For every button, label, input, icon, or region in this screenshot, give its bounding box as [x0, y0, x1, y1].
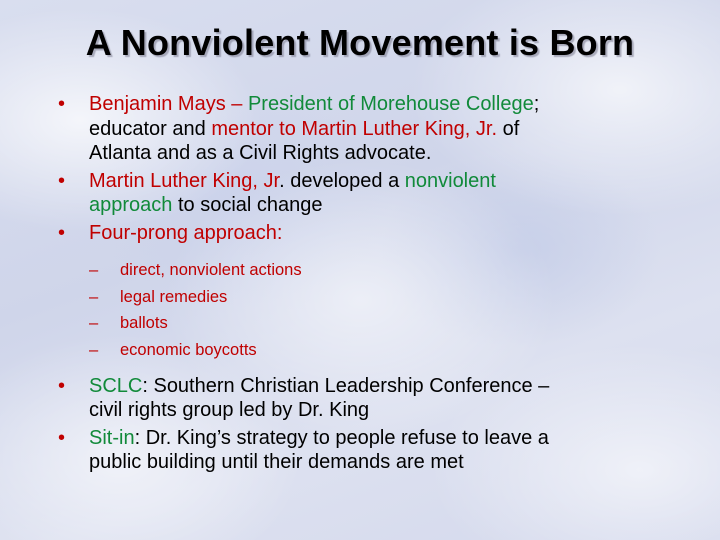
text-span: Benjamin Mays: [89, 93, 226, 115]
bullet-marker: •: [58, 221, 66, 244]
bullet-line: [89, 169, 698, 194]
text-span: to social change: [172, 194, 323, 216]
dash-marker: –: [89, 261, 99, 279]
sub-item-text: ballots: [120, 314, 168, 333]
bullet-line: [89, 374, 698, 399]
sub-item: [89, 257, 698, 284]
text-span: : Southern Christian Leadership Conference –: [142, 374, 550, 397]
dash-marker: –: [89, 287, 99, 306]
bullet-line: [89, 398, 698, 423]
bullet-marker: •: [58, 426, 66, 449]
slide-title: A Nonviolent Movement is Born: [85, 22, 635, 63]
text-span: President of Morehouse College: [247, 93, 534, 115]
text-span: public building until their demands are met: [89, 451, 464, 474]
text-span: Sit-in: [89, 426, 135, 449]
bullet-line: [89, 92, 698, 117]
sub-list: [58, 257, 698, 364]
text-span: mentor to Martin Luther King, Jr.: [211, 117, 498, 140]
slide-content: [58, 92, 698, 478]
dash-marker: –: [89, 341, 99, 360]
bullet-line: Four-prong approach:: [89, 221, 283, 244]
text-span: approach: [89, 194, 173, 216]
sub-item-text: legal remedies: [120, 287, 228, 306]
dash-marker: –: [89, 314, 99, 333]
text-span: Atlanta and as a Civil Rights advocate.: [89, 142, 432, 164]
bullet-line: [89, 117, 698, 142]
text-span: –: [225, 93, 248, 115]
bullet-line: [89, 450, 698, 475]
text-span: civil rights group led by Dr. King: [89, 399, 370, 422]
bullet-sclc: [58, 374, 698, 423]
bullet-four-prong: [58, 221, 698, 246]
text-span: nonviolent: [404, 169, 496, 192]
sub-item-text: direct, nonviolent actions: [120, 261, 302, 279]
text-span: : Dr. King’s strategy to people refuse to leave a: [134, 426, 549, 449]
bullet-line: [89, 141, 698, 166]
bullet-marker: •: [58, 169, 66, 192]
bullet-line: [89, 193, 698, 218]
text-span: educator and: [89, 117, 212, 140]
bullet-sit-in: [58, 426, 698, 475]
sub-item: [89, 284, 698, 311]
text-span: of: [497, 117, 520, 140]
text-span: SCLC: [89, 374, 143, 397]
sub-item: [89, 310, 698, 337]
sub-item-text: economic boycotts: [120, 341, 257, 360]
bullet-line: [89, 426, 698, 451]
bullet-marker: •: [58, 374, 66, 397]
text-span: . developed a: [279, 169, 405, 192]
text-span: ;: [533, 93, 540, 115]
sub-item: [89, 337, 698, 364]
bullet-benjamin-mays: [58, 92, 698, 166]
text-span: Martin Luther King, Jr: [89, 169, 280, 192]
bullet-mlk-approach: [58, 169, 698, 218]
bullet-marker: •: [58, 93, 66, 115]
